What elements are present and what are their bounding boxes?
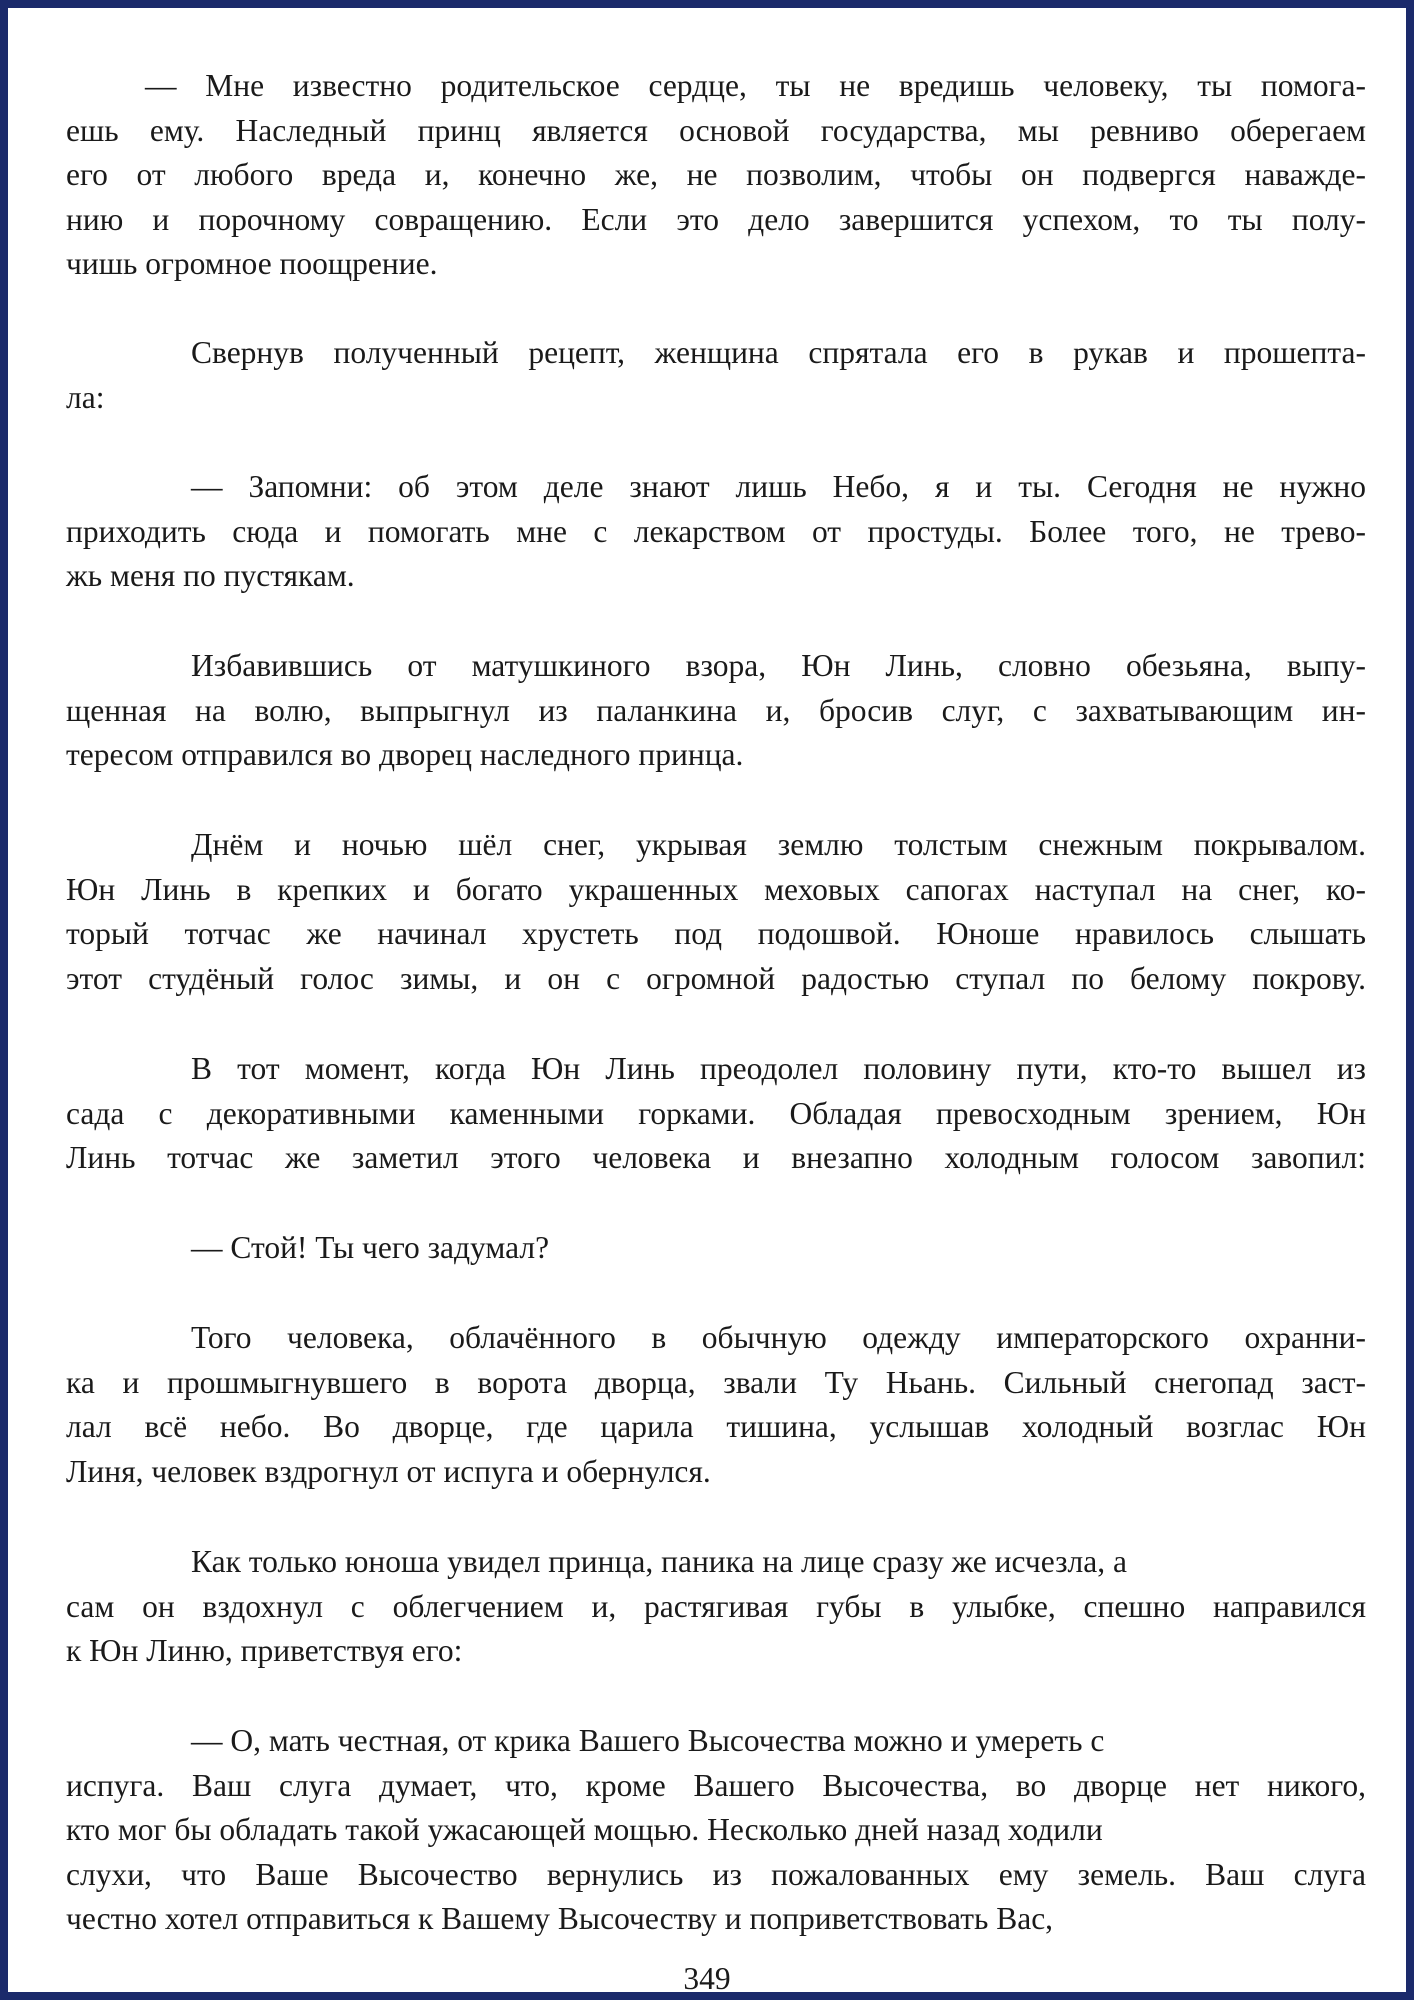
text-line: — Мне известно родительское сердце, ты не вредишь человеку, ты помога- <box>145 68 1366 103</box>
text-line: — О, мать честная, от крика Вашего Высочества можно и умереть с <box>191 1723 1105 1758</box>
paragraph <box>66 1316 1366 1494</box>
text-line: кто мог бы обладать такой ужасающей мощью. Несколько дней назад ходили <box>66 1812 1103 1848</box>
text-line: к Юн Линю, приветствуя его: <box>66 1633 463 1669</box>
paragraph <box>66 1719 1366 1942</box>
text-line: тересом отправился во дворец наследного принца. <box>66 737 744 773</box>
text-line: — Запомни: об этом деле знают лишь Небо, я и ты. Сегодня не нужно <box>191 469 1366 504</box>
text-line: слухи, что Ваше Высочество вернулись из пожалованных ему земель. Ваш слуга <box>66 1856 1366 1892</box>
text-line: Как только юноша увидел принца, паника на лице сразу же исчезла, а <box>191 1544 1127 1579</box>
text-line: Линя, человек вздрогнул от испуга и обернулся. <box>66 1453 711 1489</box>
text-line: испуга. Ваш слуга думает, что, кроме Вашего Высочества, во дворце нет никого, <box>66 1767 1366 1803</box>
text-line: ешь ему. Наследный принц является основой государства, мы ревниво оберегаем <box>66 112 1366 148</box>
text-line: ла: <box>66 379 105 415</box>
text-line: честно хотел отправиться к Вашему Высочеству и поприветствовать Вас, <box>66 1901 1054 1937</box>
paragraph <box>66 1540 1366 1674</box>
text-line: Того человека, облачённого в обычную одежду императорского охранни- <box>191 1320 1366 1355</box>
paragraph <box>66 64 1366 287</box>
page-number: 349 <box>683 1961 731 1992</box>
text-line: чишь огромное поощрение. <box>66 246 438 282</box>
text-line: Днём и ночью шёл снег, укрывая землю толстым снежным покрывалом. <box>191 827 1366 862</box>
book-page <box>8 8 1406 1992</box>
text-line: его от любого вреда и, конечно же, не позволим, чтобы он подвергся наважде- <box>66 157 1366 193</box>
text-line: Юн Линь в крепких и богато украшенных меховых сапогах наступал на снег, ко- <box>66 871 1366 907</box>
text-line: ка и прошмыгнувшего в ворота дворца, звали Ту Ньань. Сильный снегопад заст- <box>66 1364 1366 1400</box>
paragraph <box>66 644 1366 778</box>
text-line: лал всё небо. Во дворце, где царила тишина, услышав холодный возглас Юн <box>66 1409 1366 1445</box>
text-line: Линь тотчас же заметил этого человека и внезапно холодным голосом завопил: <box>66 1140 1366 1176</box>
text-line: Избавившись от матушкиного взора, Юн Линь, словно обезьяна, выпу- <box>191 648 1366 683</box>
text-line: сада с декоративными каменными горками. Обладая превосходным зрением, Юн <box>66 1095 1366 1131</box>
text-line: щенная на волю, выпрыгнул из паланкина и, бросив слуг, с захватывающим ин- <box>66 692 1366 728</box>
paragraph <box>66 823 1366 1001</box>
text-line: нию и порочному совращению. Если это дело завершится успехом, то ты полу- <box>66 201 1366 237</box>
paragraph <box>66 331 1366 420</box>
text-line: — Стой! Ты чего задумал? <box>191 1230 550 1265</box>
text-line: В тот момент, когда Юн Линь преодолел половину пути, кто-то вышел из <box>191 1051 1366 1086</box>
paragraph <box>66 465 1366 599</box>
paragraph <box>66 1047 1366 1181</box>
text-line: жь меня по пустякам. <box>66 558 355 594</box>
text-line: торый тотчас же начинал хрустеть под подошвой. Юноше нравилось слышать <box>66 916 1366 952</box>
text-line: этот студёный голос зимы, и он с огромной радостью ступал по белому покрову. <box>66 960 1366 996</box>
text-line: приходить сюда и помогать мне с лекарством от простуды. Более того, не трево- <box>66 513 1366 549</box>
text-line: сам он вздохнул с облегчением и, растягивая губы в улыбке, спешно направился <box>66 1588 1366 1624</box>
paragraph <box>66 1226 1366 1271</box>
text-line: Свернув полученный рецепт, женщина спрятала его в рукав и прошепта- <box>191 335 1366 370</box>
